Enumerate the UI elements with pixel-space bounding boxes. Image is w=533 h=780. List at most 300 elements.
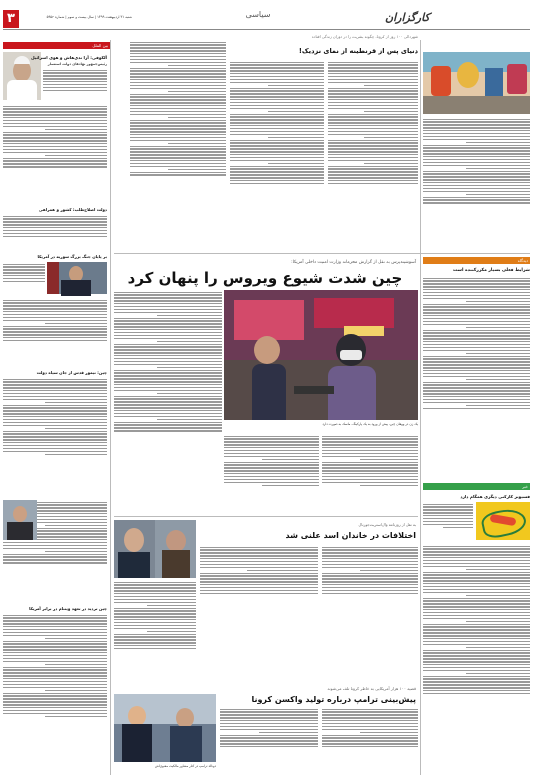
- text-line: [3, 713, 107, 714]
- top-story-col1: [328, 60, 418, 250]
- text-line: [114, 625, 196, 626]
- text-line: [114, 401, 222, 402]
- text-line: [3, 641, 107, 642]
- text-line: [200, 547, 318, 548]
- text-line: [466, 673, 530, 674]
- text-line: [423, 390, 530, 391]
- text-line: [130, 88, 226, 89]
- text-line: [423, 197, 530, 198]
- text-line: [328, 62, 418, 63]
- text-line: [328, 142, 418, 143]
- text-line: [268, 85, 324, 86]
- text-line: [3, 661, 107, 662]
- text-line: [230, 128, 324, 129]
- text-line: [423, 635, 530, 636]
- text-line: [3, 669, 107, 670]
- right-story1-body: [423, 276, 530, 481]
- left-story3-body2: [3, 298, 107, 366]
- text-line: [322, 561, 418, 562]
- text-line: [3, 419, 107, 420]
- text-line: [360, 570, 418, 571]
- text-line: [3, 701, 107, 702]
- text-line: [423, 182, 530, 183]
- text-line: [364, 85, 418, 86]
- text-line: [114, 599, 196, 600]
- text-line: [322, 441, 418, 442]
- text-line: [130, 59, 226, 60]
- text-line: [130, 79, 226, 80]
- text-line: [114, 320, 222, 321]
- text-line: [220, 729, 318, 730]
- text-line: [322, 735, 418, 736]
- text-line: [230, 119, 324, 120]
- text-line: [328, 180, 418, 181]
- text-line: [322, 464, 418, 465]
- left-story5-title: چین تردید در تعهد ویتنام در برابر آمریکا: [29, 606, 107, 611]
- text-line: [328, 171, 418, 172]
- text-line: [322, 476, 418, 477]
- text-line: [224, 438, 319, 439]
- text-line: [423, 280, 530, 281]
- text-line: [3, 615, 107, 616]
- text-line: [224, 436, 319, 437]
- text-line: [3, 334, 107, 335]
- text-line: [130, 50, 226, 51]
- text-line: [230, 140, 324, 141]
- text-line: [230, 180, 324, 181]
- text-line: [200, 584, 318, 585]
- text-line: [200, 578, 318, 579]
- text-line: [45, 664, 107, 665]
- text-line: [322, 453, 418, 454]
- text-line: [360, 485, 418, 486]
- text-line: [114, 427, 222, 428]
- text-line: [3, 684, 107, 685]
- text-line: [45, 525, 107, 526]
- text-line: [230, 157, 324, 158]
- text-line: [114, 608, 196, 609]
- text-line: [230, 70, 324, 71]
- main-story-title: چین شدت شیوع ویروس را پنهان کرد: [127, 269, 403, 287]
- text-line: [114, 642, 196, 643]
- text-line: [423, 632, 530, 633]
- text-line: [423, 324, 530, 325]
- text-line: [114, 645, 196, 646]
- text-line: [322, 462, 418, 463]
- text-line: [230, 67, 324, 68]
- text-line: [423, 592, 530, 593]
- text-line: [3, 331, 107, 332]
- text-line: [220, 737, 318, 738]
- text-line: [114, 297, 222, 298]
- text-line: [130, 44, 226, 45]
- text-line: [328, 88, 418, 89]
- text-line: [3, 698, 107, 699]
- text-line: [114, 312, 222, 313]
- text-line: [114, 422, 222, 423]
- text-line: [328, 148, 418, 149]
- text-line: [3, 140, 107, 141]
- text-line: [423, 202, 530, 203]
- text-line: [328, 76, 418, 77]
- text-line: [230, 105, 324, 106]
- text-line: [114, 622, 196, 623]
- text-line: [130, 122, 226, 123]
- text-line: [114, 410, 222, 411]
- text-line: [423, 338, 530, 339]
- text-line: [423, 518, 473, 519]
- text-line: [423, 586, 530, 587]
- text-line: [147, 605, 196, 606]
- text-line: [3, 132, 107, 133]
- text-line: [114, 404, 222, 405]
- text-line: [3, 387, 107, 388]
- text-line: [322, 584, 418, 585]
- text-line: [114, 352, 222, 353]
- right-story1-title: شرایط فعلی بسیار مکررکننده است: [453, 268, 530, 273]
- text-line: [328, 114, 418, 115]
- text-line: [423, 515, 473, 516]
- top-section-divider: [114, 253, 530, 254]
- assad-photo: [114, 520, 196, 578]
- text-line: [43, 84, 107, 85]
- text-line: [3, 317, 107, 318]
- text-line: [3, 667, 107, 668]
- text-line: [322, 743, 418, 744]
- text-line: [423, 393, 530, 394]
- text-line: [224, 444, 319, 445]
- text-line: [423, 119, 530, 120]
- text-line: [328, 73, 418, 74]
- text-line: [423, 312, 530, 313]
- top-story-col2: [230, 60, 324, 250]
- text-line: [230, 160, 324, 161]
- text-line: [3, 704, 107, 705]
- text-line: [466, 595, 530, 596]
- text-line: [114, 329, 222, 330]
- text-line: [423, 396, 530, 397]
- text-line: [230, 166, 324, 167]
- text-line: [220, 714, 318, 715]
- text-line: [3, 281, 45, 282]
- text-line: [423, 504, 473, 505]
- text-line: [230, 90, 324, 91]
- text-line: [423, 350, 530, 351]
- text-line: [423, 153, 530, 154]
- text-line: [224, 441, 319, 442]
- text-line: [423, 563, 530, 564]
- text-line: [3, 264, 45, 265]
- text-line: [466, 405, 530, 406]
- text-line: [114, 636, 196, 637]
- text-line: [3, 652, 107, 653]
- text-line: [114, 413, 222, 414]
- text-line: [130, 70, 226, 71]
- bottom-story-title: پیش‌بینی ترامپ درباره تولید واکسن کرونا: [251, 695, 416, 704]
- text-line: [3, 646, 107, 647]
- text-line: [423, 382, 530, 383]
- text-line: [423, 644, 530, 645]
- text-line: [3, 302, 107, 303]
- text-line: [322, 547, 418, 548]
- text-line: [423, 364, 530, 365]
- left-story1-sub: رئیس‌جمهور نهادهای دولت استعمار: [47, 62, 107, 66]
- text-line: [423, 554, 530, 555]
- text-line: [423, 402, 530, 403]
- text-line: [322, 479, 418, 480]
- text-line: [114, 396, 222, 397]
- masthead-logo: [385, 6, 435, 26]
- official-photo: [47, 262, 107, 294]
- left-story1-body2: [3, 104, 107, 204]
- left-story5-body: [3, 613, 107, 773]
- text-line: [224, 447, 319, 448]
- text-line: [423, 560, 530, 561]
- text-line: [322, 746, 418, 747]
- text-line: [114, 300, 222, 301]
- text-line: [423, 512, 473, 513]
- bottom-story-kicker: قضیه ۱۰۰ هزار آمریکایی به خاطر کرونا تلف می‌شوند: [327, 686, 416, 691]
- text-line: [3, 143, 107, 144]
- text-line: [200, 558, 318, 559]
- text-line: [3, 266, 45, 267]
- text-line: [230, 82, 324, 83]
- text-line: [230, 183, 324, 184]
- text-line: [423, 384, 530, 385]
- text-line: [130, 172, 226, 173]
- text-line: [224, 462, 319, 463]
- main-story-col-b: [322, 434, 418, 514]
- text-line: [3, 137, 107, 138]
- text-line: [200, 573, 318, 574]
- text-line: [114, 326, 222, 327]
- text-line: [268, 111, 324, 112]
- text-line: [423, 292, 530, 293]
- text-line: [130, 140, 226, 141]
- text-line: [423, 670, 530, 671]
- section-title: سیاسی: [245, 10, 271, 19]
- text-line: [130, 163, 226, 164]
- text-line: [328, 177, 418, 178]
- text-line: [43, 78, 107, 79]
- text-line: [3, 233, 107, 234]
- text-line: [130, 99, 226, 100]
- text-line: [114, 338, 222, 339]
- text-line: [3, 108, 107, 109]
- text-line: [423, 165, 530, 166]
- text-line: [466, 142, 530, 143]
- text-line: [3, 390, 107, 391]
- text-line: [3, 158, 107, 159]
- text-line: [114, 584, 196, 585]
- text-line: [230, 122, 324, 123]
- text-line: [466, 301, 530, 302]
- text-line: [423, 171, 530, 172]
- text-line: [200, 593, 318, 594]
- text-line: [224, 464, 319, 465]
- text-line: [147, 631, 196, 632]
- text-line: [247, 570, 318, 571]
- text-line: [3, 710, 107, 711]
- text-line: [3, 422, 107, 423]
- text-line: [3, 562, 107, 563]
- text-line: [3, 393, 107, 394]
- text-line: [423, 693, 530, 694]
- text-line: [230, 93, 324, 94]
- text-line: [3, 218, 107, 219]
- text-line: [3, 227, 107, 228]
- text-line: [328, 116, 418, 117]
- text-line: [3, 300, 107, 301]
- text-line: [114, 416, 222, 417]
- text-line: [3, 643, 107, 644]
- logo-text: کارگزاران: [385, 11, 430, 24]
- text-line: [423, 124, 530, 125]
- text-line: [3, 410, 107, 411]
- text-line: [130, 160, 226, 161]
- text-line: [114, 355, 222, 356]
- text-line: [230, 116, 324, 117]
- text-line: [3, 672, 107, 673]
- text-line: [3, 431, 107, 432]
- text-line: [114, 590, 196, 591]
- text-line: [423, 283, 530, 284]
- text-line: [220, 726, 318, 727]
- bottom-story-col-a: [322, 707, 418, 773]
- text-line: [443, 527, 473, 528]
- text-line: [328, 145, 418, 146]
- text-line: [43, 75, 107, 76]
- text-line: [114, 335, 222, 336]
- text-line: [3, 337, 107, 338]
- text-line: [114, 398, 222, 399]
- text-line: [328, 166, 418, 167]
- text-line: [3, 272, 45, 273]
- text-line: [3, 433, 107, 434]
- mid-story-title: اختلافات در خاندان اسد علنی شد: [285, 531, 416, 540]
- text-line: [423, 606, 530, 607]
- text-line: [3, 114, 107, 115]
- left-story1-title: آلکوفی: آرا تدی‌هاش و هوی اسرائیل: [31, 55, 107, 60]
- text-line: [114, 602, 196, 603]
- text-line: [3, 617, 107, 618]
- text-line: [114, 318, 222, 319]
- text-line: [130, 82, 226, 83]
- text-line: [423, 658, 530, 659]
- text-line: [230, 168, 324, 169]
- text-line: [130, 76, 226, 77]
- text-line: [3, 635, 107, 636]
- right-story2-title: فسیونر کارکنی دیگری همگام دارد: [460, 494, 530, 499]
- main-story-col-a: [114, 290, 222, 510]
- text-line: [3, 399, 107, 400]
- text-line: [114, 628, 196, 629]
- text-line: [328, 67, 418, 68]
- text-line: [230, 88, 324, 89]
- text-line: [328, 122, 418, 123]
- text-line: [466, 647, 530, 648]
- text-line: [328, 64, 418, 65]
- text-line: [322, 456, 418, 457]
- left-story4-title: چین: تیمور قدس از جان سیاه دولت: [36, 370, 107, 375]
- text-line: [322, 447, 418, 448]
- text-line: [230, 151, 324, 152]
- left-story2-title: دولت اصلاح‌طلب: کشور و همراهی: [38, 207, 107, 212]
- text-line: [328, 90, 418, 91]
- leader-photo: [3, 500, 37, 540]
- text-line: [224, 479, 319, 480]
- right-story2-body: [423, 502, 473, 542]
- text-line: [328, 174, 418, 175]
- text-line: [423, 335, 530, 336]
- text-line: [322, 590, 418, 591]
- text-line: [322, 740, 418, 741]
- text-line: [114, 306, 222, 307]
- text-line: [157, 341, 222, 342]
- text-line: [423, 629, 530, 630]
- text-line: [423, 121, 530, 122]
- text-line: [423, 298, 530, 299]
- text-line: [3, 451, 107, 452]
- text-line: [423, 133, 530, 134]
- text-line: [423, 684, 530, 685]
- text-line: [423, 179, 530, 180]
- text-line: [3, 655, 107, 656]
- text-line: [230, 142, 324, 143]
- text-line: [43, 90, 107, 91]
- text-line: [230, 171, 324, 172]
- text-line: [3, 326, 107, 327]
- top-right-body: [423, 117, 530, 252]
- left-story2-body: [3, 214, 107, 250]
- text-line: [423, 652, 530, 653]
- text-line: [45, 454, 107, 455]
- text-line: [224, 450, 319, 451]
- text-line: [230, 79, 324, 80]
- text-line: [200, 587, 318, 588]
- text-line: [268, 137, 324, 138]
- text-line: [423, 176, 530, 177]
- text-line: [230, 148, 324, 149]
- text-line: [322, 723, 418, 724]
- text-line: [224, 456, 319, 457]
- text-line: [3, 160, 107, 161]
- text-line: [130, 53, 226, 54]
- text-line: [230, 96, 324, 97]
- text-line: [130, 96, 226, 97]
- text-line: [322, 729, 418, 730]
- text-line: [423, 577, 530, 578]
- text-line: [466, 621, 530, 622]
- text-line: [423, 347, 530, 348]
- text-line: [423, 687, 530, 688]
- text-line: [114, 364, 222, 365]
- text-line: [114, 381, 222, 382]
- text-line: [220, 717, 318, 718]
- text-line: [423, 159, 530, 160]
- text-line: [114, 303, 222, 304]
- text-line: [322, 444, 418, 445]
- text-line: [322, 473, 418, 474]
- mid-story-col-a: [322, 545, 418, 620]
- text-line: [230, 125, 324, 126]
- text-line: [3, 123, 107, 124]
- text-line: [423, 286, 530, 287]
- text-line: [322, 436, 418, 437]
- text-line: [3, 542, 107, 543]
- text-line: [3, 675, 107, 676]
- text-line: [328, 105, 418, 106]
